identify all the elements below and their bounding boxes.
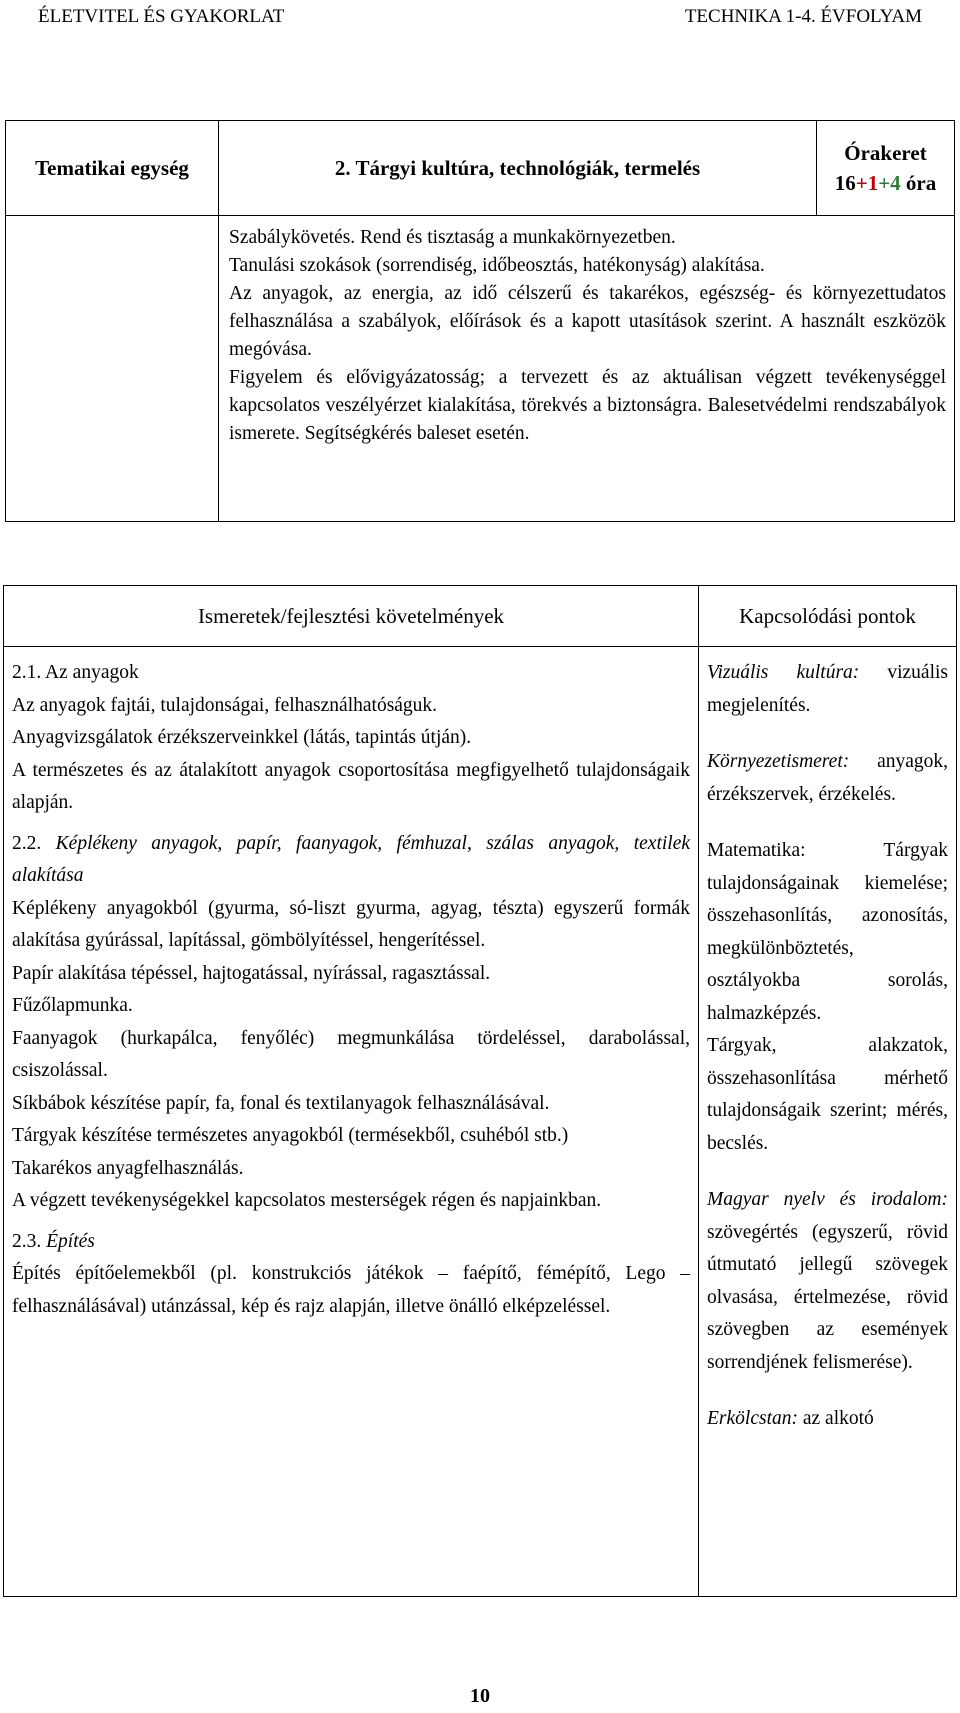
section-title	[12, 828, 690, 893]
requirement-line: Tárgyak készítése természetes anyagokból (termésekből, csuhéból stb.)	[12, 1125, 569, 1146]
running-header-subject: ÉLETVITEL ÉS GYAKORLAT	[38, 6, 285, 27]
connection-text: szövegértés (egyszerű, rövid útmutató jellegű szövegek olvasása, értelmezése, rövid szövegben az események sorrendjének felismerése).	[707, 1221, 948, 1373]
connection-math: Matematika: Tárgyak tulajdonságainak kiemelése; összehasonlítás, azonosítás, megkülönböztetés, osztályokba sorolás, halmazképzés.	[707, 840, 948, 1024]
connection-environment	[707, 746, 948, 811]
section-name: Építés	[46, 1230, 95, 1252]
connections-cell	[699, 647, 957, 1597]
goal-text: Az anyagok, az energia, az idő célszerű és takarékos, egészség- és környezettudatos felhasználása a szabályok, előírások és a kapott utasítások szerint. A használt eszközök megóvása.	[229, 283, 946, 360]
requirement-line: Takarékos anyagfelhasználás.	[12, 1157, 244, 1179]
requirement-line: A végzett tevékenységekkel kapcsolatos mesterségek régen és napjainkban.	[12, 1190, 602, 1211]
goals-cell	[219, 216, 955, 522]
requirement-line: Faanyagok (hurkapálca, fenyőléc) megmunkálása tördeléssel, darabolással, csiszolással.	[12, 1027, 690, 1081]
connection-text: vizuális megjelenítés.	[707, 662, 948, 716]
connection-math-2: Tárgyak, alakzatok, összehasonlítása mérhető tulajdonságaik szerint; mérés, becslés.	[707, 1035, 948, 1154]
hours-label: Órakeret	[844, 141, 927, 165]
requirement-line: Papír alakítása tépéssel, hajtogatással, nyírással, ragasztással.	[12, 962, 491, 984]
unit-table-body-row	[6, 216, 955, 522]
unit-label-cell: Tematikai egység	[6, 121, 219, 216]
connection-subject: Erkölcstan:	[707, 1408, 798, 1429]
section-number: 2.3.	[12, 1230, 42, 1252]
requirement-line: Képlékeny anyagokból (gyurma, só-liszt gyurma, agyag, tészta) egyszerű formák alakítása gyúrással, lapítással, gömbölyítéssel, hengerítéssel.	[12, 897, 690, 951]
connection-hungarian	[707, 1184, 948, 1379]
section-name: Képlékeny anyagok, papír, faanyagok, fémhuzal, szálas anyagok, textilek alakítása	[12, 832, 691, 886]
connections-header: Kapcsolódási pontok	[699, 586, 957, 647]
requirement-line: Fűzőlapmunka.	[12, 995, 133, 1016]
unit-empty-cell	[6, 216, 219, 522]
connection-ethics	[707, 1403, 948, 1436]
section-number: 2.2.	[12, 832, 42, 854]
page-number: 10	[470, 1685, 490, 1707]
requirements-cell	[4, 647, 699, 1597]
section-title	[12, 1226, 690, 1259]
running-header	[38, 5, 922, 29]
requirement-line: A természetes és az átalakított anyagok csoportosítása megfigyelhető tulajdonságaik alapján.	[12, 759, 690, 813]
hours-unit: óra	[905, 171, 937, 195]
hours-plus-green: +4	[878, 171, 901, 195]
hours-cell	[817, 121, 955, 216]
goal-text: Szabálykövetés. Rend és tisztaság a munkakörnyezetben.	[229, 227, 676, 248]
goal-text: Tanulási szokások (sorrendiség, időbeosztás, hatékonyság) alakítása.	[229, 255, 765, 276]
running-header-grade: TECHNIKA 1-4. ÉVFOLYAM	[684, 6, 922, 27]
requirements-header-row	[4, 586, 957, 647]
connection-text: az alkotó	[802, 1408, 874, 1429]
unit-title-cell: 2. Tárgyi kultúra, technológiák, termelés	[219, 121, 817, 216]
requirement-line: Építés építőelemekből (pl. konstrukciós játékok – faépítő, fémépítő, Lego – felhasználásával) utánzással, kép és rajz alapján, illetve önálló elképzeléssel.	[12, 1263, 690, 1317]
unit-table	[5, 120, 955, 522]
connection-subject: Vizuális kultúra:	[707, 662, 860, 683]
connection-subject: Környezetismeret:	[707, 751, 850, 772]
requirements-header: Ismeretek/fejlesztési követelmények	[4, 586, 699, 647]
connection-subject: Magyar nyelv és irodalom:	[707, 1189, 948, 1210]
requirement-line: Síkbábok készítése papír, fa, fonal és textilanyagok felhasználásával.	[12, 1092, 550, 1114]
goal-text: Figyelem és elővigyázatosság; a tervezett és az aktuálisan végzett tevékenységgel kapcsolatos veszélyérzet kialakítása, törekvés a biztonságra. Balesetvédelmi rendszabályok ismerete. Segítségkérés baleset esetén.	[229, 367, 946, 444]
requirement-line: Anyagvizsgálatok érzékszerveinkkel (látás, tapintás útján).	[12, 727, 472, 748]
requirements-table	[3, 585, 957, 1597]
connection-text: anyagok, érzékszervek, érzékelés.	[707, 751, 948, 805]
hours-plus-red: +1	[855, 171, 879, 195]
hours-base: 16	[834, 171, 856, 195]
requirements-body-row	[4, 647, 957, 1597]
unit-table-header-row	[6, 121, 955, 216]
hours-value	[818, 168, 953, 198]
connection-visual	[707, 657, 948, 722]
section-title: 2.1. Az anyagok	[12, 662, 139, 683]
requirement-line: Az anyagok fajtái, tulajdonságai, felhasználhatóságuk.	[12, 694, 438, 716]
